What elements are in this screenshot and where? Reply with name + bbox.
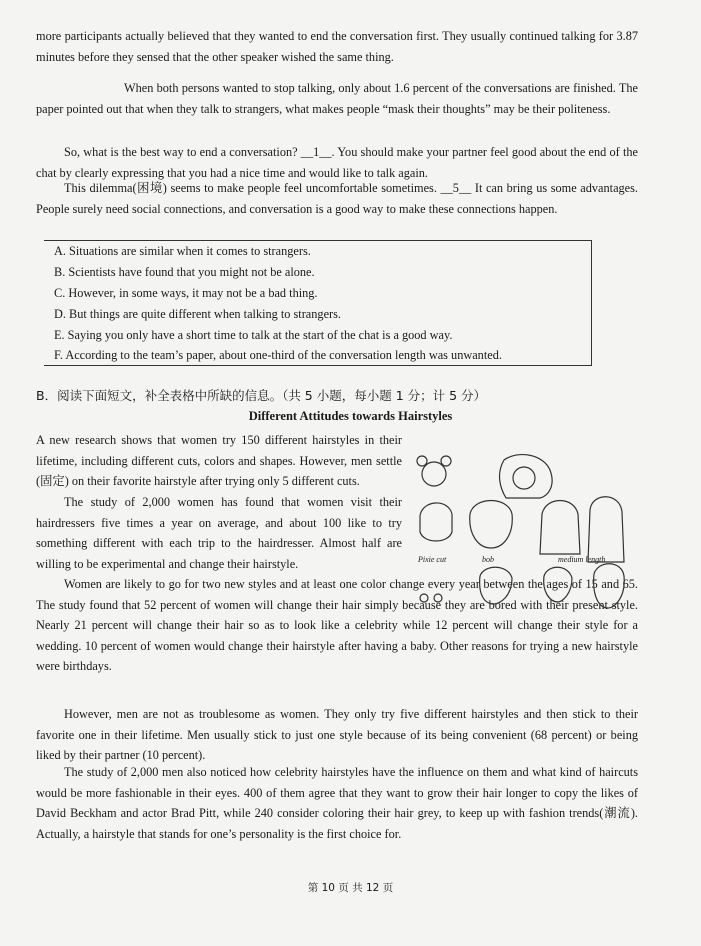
option-a: A. Situations are similar when it comes to strangers. [54,244,311,258]
caption-bob: bob [482,555,494,564]
passage-b-paragraph-1: A new research shows that women try 150 different hairstyles in their lifetime, including different cuts, colors and shapes. However, men settle (固定) on their favorite hairstyle after trying only 5 different cuts. [36,433,402,488]
passage-b-paragraph-5: The study of 2,000 men also noticed how celebrity hairstyles have the influence on them and what kind of haircuts would be more fashionable in their eyes. 400 of them agree that they want to grow their hair longer to copy the likes of David Beckham and actor Brad Pitt, while 240 consider coloring their hair grey, to keep up with fashion trends(潮流). Actually, a hairstyle that stands for one’s personality is the first choice for. [36,765,638,841]
passage-a-paragraph-1: more participants actually believed that they wanted to end the conversation first. They usually continued talking for 3.87 minutes before they sensed that the other speaker wished the same thing. [36,29,638,64]
caption-medium-length: medium length [558,555,606,564]
hairstyles-drawing [408,452,636,617]
passage-b-paragraph-4: However, men are not as troublesome as women. They only try five different hairstyles and then stick to their favorite one in their lifetime. Men usually stick to just one style because of its being convenient (68 percent) or being liked by their partner (10 percent). [36,707,638,762]
passage-b-paragraph-3: Women are likely to go for two new styles and at least one color change every year between the ages of 15 and 65. The study found that 52 percent of women will change their hair simply because they are bored with their present style. Nearly 21 percent will change their hair so as to look like a celebrity while 12 percent will change their style for a wedding. 10 percent of women would change their hairstyle after having a baby. Other reasons for trying a new hairstyle were birthdays. [36,577,638,673]
section-b-heading: B．阅读下面短文，补全表格中所缺的信息。（共 5 小题，每小题 1 分；计 5 分） [36,388,487,403]
page-footer: 第 10 页 共 12 页 [307,882,394,894]
option-e: E. Saying you only have a short time to talk at the start of the chat is a good way. [54,328,453,342]
passage-a-paragraph-2: When both persons wanted to stop talking, only about 1.6 percent of the conversations are finished. The paper pointed out that when they talk to strangers, what makes people “mask their thoughts” may be their politeness. [36,81,638,116]
option-b: B. Scientists have found that you might not be alone. [54,265,315,279]
passage-b-paragraph-2: The study of 2,000 women has found that women visit their hairdressers five times a year on average, and about 100 like to try something different with each trip to the hairdresser. Almost half are willing to be experimental and change their hairstyle. [36,495,402,571]
hairstyles-illustration [408,452,636,617]
options-box [44,240,592,366]
passage-b-title: Different Attitudes towards Hairstyles [248,409,453,423]
passage-a-paragraph-4: This dilemma(困境) seems to make people feel uncomfortable sometimes. __5__ It can bring us some advantages. People surely need social connections, and conversation is a good way to make these connections happen. [36,181,638,216]
option-f: F. According to the team’s paper, about one-third of the conversation length was unwanted. [54,348,502,362]
passage-a-paragraph-3: So, what is the best way to end a conversation? __1__. You should make your partner feel good about the end of the chat by clearly expressing that you had a nice time and would like to talk again. [36,145,638,180]
option-c: C. However, in some ways, it may not be a bad thing. [54,286,318,300]
caption-pixie-cut: Pixie cut [418,555,447,564]
option-d: D. But things are quite different when talking to strangers. [54,307,341,321]
